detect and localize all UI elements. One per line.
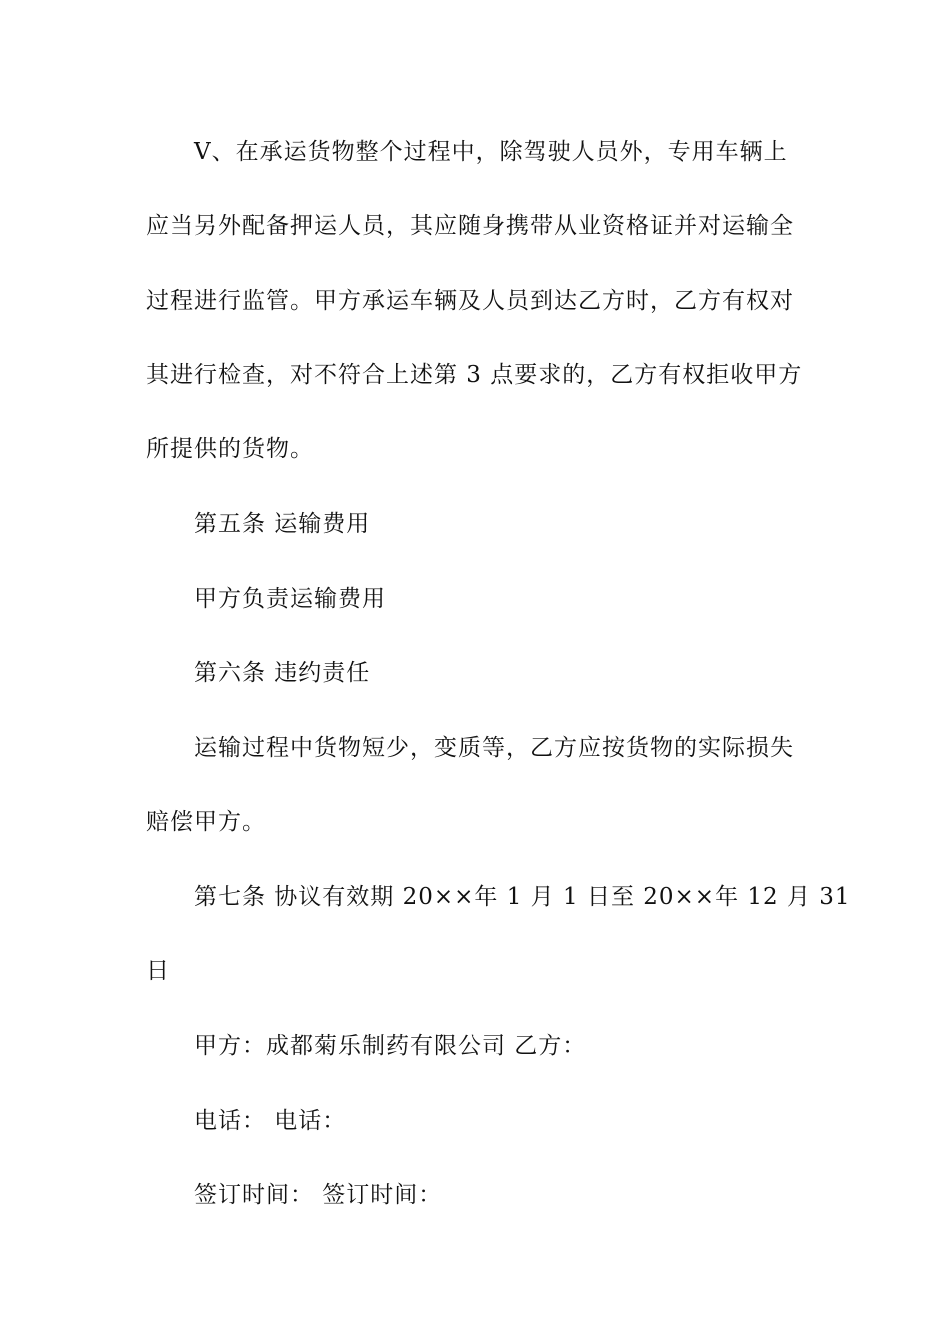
paragraph-line: 过程进行监管。甲方承运车辆及人员到达乙方时，乙方有权对 bbox=[146, 288, 794, 314]
paragraph-line: 运输过程中货物短少，变质等，乙方应按货物的实际损失 bbox=[194, 735, 794, 761]
paragraph-line: 其进行检查，对不符合上述第 3 点要求的，乙方有权拒收甲方 bbox=[146, 362, 803, 388]
paragraph-line: 所提供的货物。 bbox=[146, 436, 314, 462]
section-heading: 第六条 违约责任 bbox=[194, 660, 371, 686]
paragraph-line: 甲方负责运输费用 bbox=[194, 586, 386, 612]
signing-time-line: 签订时间： 签订时间： bbox=[194, 1182, 443, 1208]
phone-line: 电话： 电话： bbox=[194, 1108, 347, 1134]
paragraph-line: Ⅴ、在承运货物整个过程中，除驾驶人员外，专用车辆上 bbox=[194, 139, 788, 165]
paragraph-line: 日 bbox=[146, 958, 170, 984]
paragraph-line: 应当另外配备押运人员，其应随身携带从业资格证并对运输全 bbox=[146, 213, 794, 239]
section-heading: 第七条 协议有效期 20××年 1 月 1 日至 20××年 12 月 31 bbox=[194, 884, 851, 910]
paragraph-line: 赔偿甲方。 bbox=[146, 809, 266, 835]
party-line: 甲方：成都菊乐制药有限公司 乙方： bbox=[194, 1033, 587, 1059]
section-heading: 第五条 运输费用 bbox=[194, 511, 371, 537]
